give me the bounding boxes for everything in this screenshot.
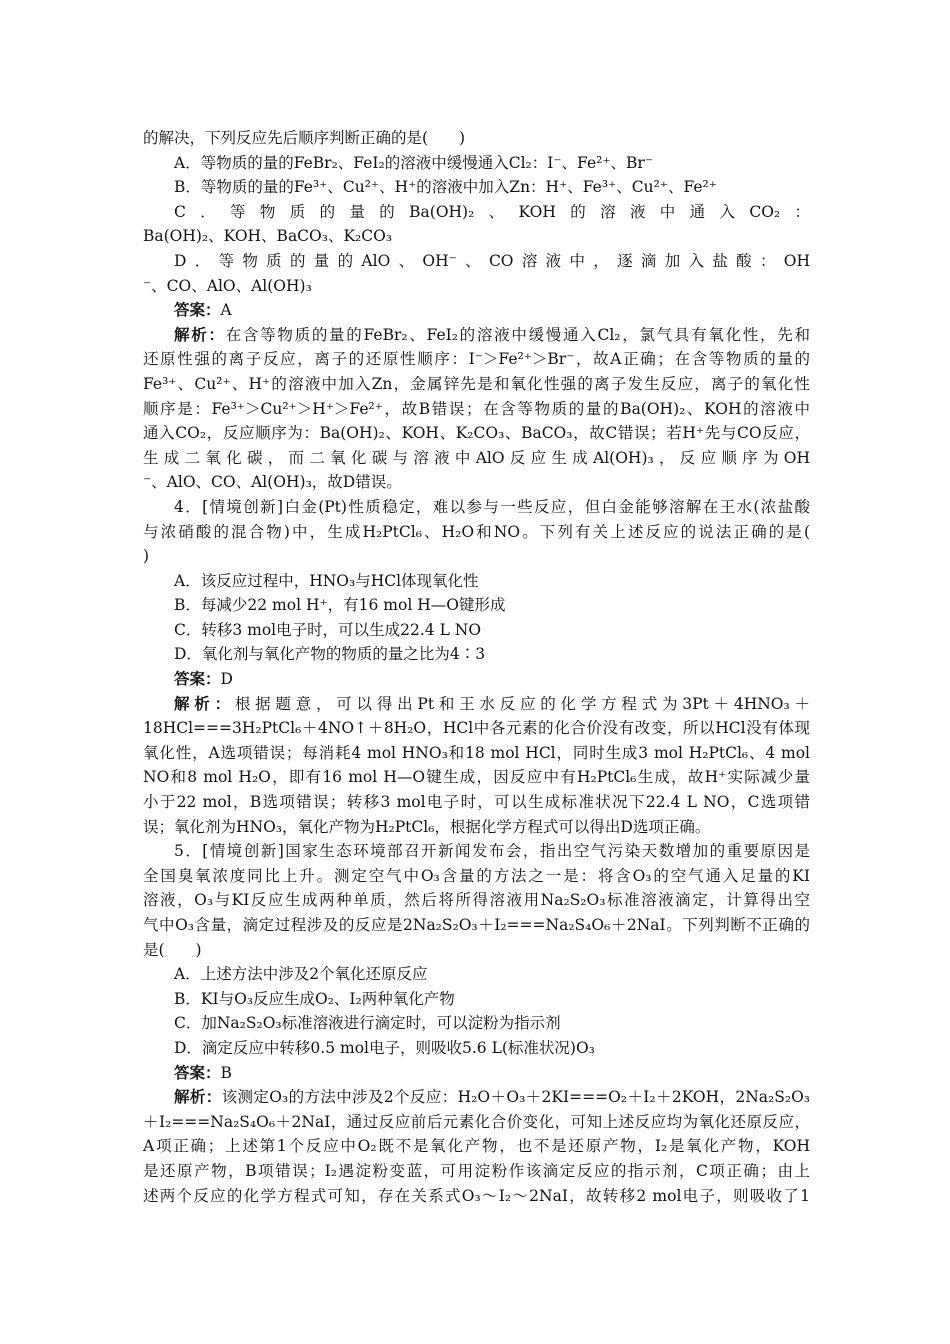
text-line <box>143 397 810 422</box>
text-line <box>143 913 810 938</box>
text-line-content: 的解决，下列反应先后顺序判断正确的是( ) <box>143 129 466 147</box>
text-line-content: ＋I₂===Na₂S₄O₆＋2NaI，通过反应前后元素化合价变化，可知上述反应均为氧化还原反应， <box>143 1112 810 1131</box>
text-line <box>143 741 810 766</box>
text-line <box>143 151 810 176</box>
text-line <box>143 175 810 200</box>
text-line <box>143 372 810 397</box>
text-line <box>143 249 810 274</box>
text-line <box>143 888 810 913</box>
text-line-content: 解析：根据题意，可以得出Pt和王水反应的化学方程式为3Pt＋4HNO₃＋ <box>174 693 810 713</box>
text-line <box>143 495 810 520</box>
text-line <box>143 790 810 815</box>
text-line-content: 小于22 mol，B选项错误；转移3 mol电子时，可以生成标准状况下22.4 L NO，C选项错 <box>143 793 810 812</box>
text-line-content: 答案：B <box>174 1062 232 1082</box>
text-line-content: 还原性强的离子反应，离子的还原性顺序：I⁻＞Fe²⁺＞Br⁻，故A正确；在含等物质的量的 <box>143 350 810 369</box>
text-line <box>143 1085 810 1110</box>
text-line <box>143 642 810 667</box>
text-line <box>143 864 810 889</box>
text-line <box>143 815 810 840</box>
text-line-content: ⁻、CO、AlO、Al(OH)₃ <box>143 276 312 295</box>
text-line <box>143 544 810 569</box>
text-line-content: A项正确；上述第1个反应中O₂既不是氧化产物，也不是还原产物，I₂是氧化产物，KOH <box>143 1137 810 1156</box>
text-line-content: Fe³⁺、Cu²⁺、H⁺的溶液中加入Zn，金属锌先是和氧化性强的离子发生反应，离子的氧化性 <box>143 374 810 393</box>
text-line-content: 生成二氧化碳，而二氧化碳与溶液中AlO反应生成Al(OH)₃，反应顺序为OH <box>143 448 810 467</box>
text-line <box>143 593 810 618</box>
text-line <box>143 1061 810 1086</box>
text-line-content: B．等物质的量的Fe³⁺、Cu²⁺、H⁺的溶液中加入Zn：H⁺、Fe³⁺、Cu²⁺、Fe²⁺ <box>174 178 717 197</box>
text-line-content: 4．[情境创新]白金(Pt)性质稳定，难以参与一些反应，但白金能够溶解在王水(浓盐酸 <box>174 497 810 516</box>
text-line-content: 述两个反应的化学方程式可知，存在关系式O₃～I₂～2NaI，故转移2 mol电子，则吸收了1 <box>143 1186 810 1205</box>
text-line <box>143 938 810 963</box>
text-line <box>143 298 810 323</box>
text-line <box>143 1011 810 1036</box>
text-line-content: 答案：D <box>174 669 233 689</box>
text-line-content: 误；氧化剂为HNO₃，氧化产物为H₂PtCl₆，根据化学方程式可以得出D选项正确。 <box>143 817 711 836</box>
text-line-content: C．加Na₂S₂O₃标准溶液进行滴定时，可以淀粉为指示剂 <box>174 1014 561 1033</box>
text-line <box>143 421 810 446</box>
text-line-content: 解析：该测定O₃的方法中涉及2个反应：H₂O＋O₃＋2KI===O₂＋I₂＋2KOH，2Na₂S₂O₃ <box>174 1087 810 1107</box>
text-line <box>143 618 810 643</box>
text-line-content: B．每减少22 mol H⁺，有16 mol H—O键形成 <box>174 596 506 615</box>
text-line-content: D．等物质的量的AlO、OH⁻、CO溶液中，逐滴加入盐酸：OH <box>174 251 810 270</box>
text-line <box>143 667 810 692</box>
text-line-content: 5．[情境创新]国家生态环境部召开新闻发布会，指出空气污染天数增加的重要原因是 <box>174 842 810 861</box>
text-line <box>143 323 810 348</box>
text-line <box>143 1134 810 1159</box>
text-line <box>143 126 810 151</box>
text-line <box>143 347 810 372</box>
text-line <box>143 470 810 495</box>
text-line-content: 解析：在含等物质的量的FeBr₂、FeI₂的溶液中缓慢通入Cl₂，氯气具有氧化性，先和 <box>174 324 810 344</box>
text-line-content: ) <box>143 547 150 566</box>
text-line <box>143 569 810 594</box>
text-line-content: NO和8 mol H₂O，即有16 mol H—O键生成，因反应中有H₂PtCl₆生成，故H⁺实际减少量 <box>143 768 810 787</box>
text-line <box>143 716 810 741</box>
text-line-content: 是还原产物，B项错误；I₂遇淀粉变蓝，可用淀粉作该滴定反应的指示剂，C项正确；由上 <box>143 1161 810 1180</box>
text-line-content: 与浓硝酸的混合物)中，生成H₂PtCl₆、H₂O和NO。下列有关上述反应的说法正确的是( <box>143 522 810 541</box>
text-line <box>143 1036 810 1061</box>
text-line-content: C．等物质的量的Ba(OH)₂、KOH的溶液中通入CO₂： <box>174 202 810 221</box>
text-line <box>143 1159 810 1184</box>
text-line <box>143 1110 810 1135</box>
text-line-content: A．该反应过程中，HNO₃与HCl体现氧化性 <box>174 571 479 590</box>
text-line <box>143 692 810 717</box>
text-line <box>143 446 810 471</box>
text-line-content: 气中O₃含量，滴定过程涉及的反应是2Na₂S₂O₃＋I₂===Na₂S₄O₆＋2NaI。下列判断不正确的 <box>143 916 810 934</box>
text-line <box>143 520 810 545</box>
text-line-content: ⁻、AlO、CO、Al(OH)₃，故D错误。 <box>143 473 402 492</box>
text-line <box>143 962 810 987</box>
text-line-content: D．氧化剂与氧化产物的物质的量之比为4∶3 <box>174 645 486 664</box>
text-line-content: A．上述方法中涉及2个氧化还原反应 <box>174 965 428 984</box>
text-line-content: 18HCl===3H₂PtCl₆＋4NO↑＋8H₂O，HCl中各元素的化合价没有改变，所以HCl没有体现 <box>143 719 810 738</box>
text-line-content: 通入CO₂，反应顺序为：Ba(OH)₂、KOH、K₂CO₃、BaCO₃，故C错误；若H⁺先与CO反应， <box>143 424 810 443</box>
text-line-content: 顺序是：Fe³⁺＞Cu²⁺＞H⁺＞Fe²⁺，故B错误；在含等物质的量的Ba(OH)₂、KOH的溶液中 <box>143 399 810 418</box>
text-line <box>143 274 810 299</box>
document-page <box>143 126 810 1208</box>
text-line-content: A．等物质的量的FeBr₂、FeI₂的溶液中缓慢通入Cl₂：I⁻、Fe²⁺、Br⁻ <box>174 153 653 172</box>
text-line <box>143 839 810 864</box>
text-line <box>143 200 810 225</box>
text-line-content: B．KI与O₃反应生成O₂、I₂两种氧化产物 <box>174 989 455 1008</box>
text-line <box>143 987 810 1012</box>
text-line <box>143 224 810 249</box>
text-line-content: 是( ) <box>143 940 202 959</box>
text-line-content: C．转移3 mol电子时，可以生成22.4 L NO <box>174 620 482 639</box>
text-line <box>143 765 810 790</box>
text-line-content: 答案：A <box>174 300 232 320</box>
text-line-content: 全国臭氧浓度同比上升。测定空气中O₃含量的方法之一是：将含O₃的空气通入足量的KI <box>143 866 810 885</box>
text-line <box>143 1184 810 1209</box>
text-line-content: 氧化性，A选项错误；每消耗4 mol HNO₃和18 mol HCl，同时生成3 mol H₂PtCl₆、4 mol <box>143 743 810 762</box>
text-line-content: Ba(OH)₂、KOH、BaCO₃、K₂CO₃ <box>143 227 393 246</box>
text-line-content: D．滴定反应中转移0.5 mol电子，则吸收5.6 L(标准状况)O₃ <box>174 1038 595 1057</box>
text-line-content: 溶液，O₃与KI反应生成两种单质，然后将所得溶液用Na₂S₂O₃标准溶液滴定，计算得出空 <box>143 891 810 910</box>
